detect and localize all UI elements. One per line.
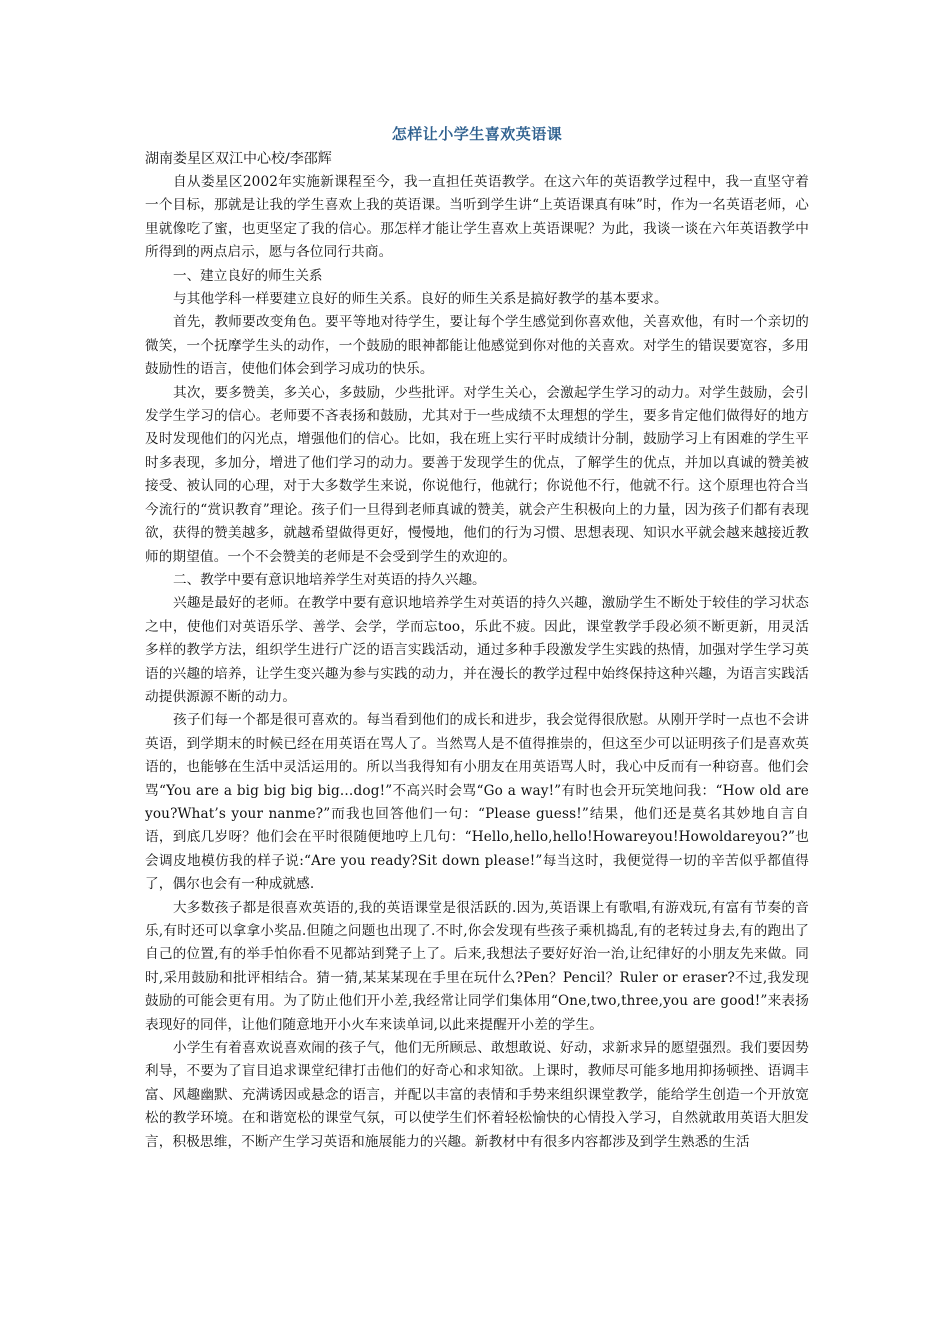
paragraph-relationship: 与其他学科一样要建立良好的师生关系。良好的师生关系是搞好教学的基本要求。 — [173, 291, 668, 308]
section-heading-2: 二、教学中要有意识地培养学生对英语的持久兴趣。 — [173, 571, 486, 588]
paragraph-second: 其次，要多赞美，多关心，多鼓励，少些批评。对学生关心，会激起学生学习的动力。对学生鼓励，会引发学生学习的信心。老师要不吝表扬和鼓励，尤其对于一些成绩不太理想的学生，要多肯定他们做得好的地方及时发现他们的闪光点，增强他们的信心。比如，我在班上实行平时成绩计分制，鼓励学习上有困难的学生平时多表现，多加分，增进了他们学习的动力。要善于发现学生的优点，了解学生的优点，并加以真诚的赞美被接受、被认同的心理，对于大多数学生来说，你说他行，他就行；你说他不行，他就不行。这个原理也符合当今流行的“赏识教育”理论。孩子们一旦得到老师真诚的赞美，就会产生积极向上的力量，因为孩子们都有表现欲，获得的赞美越多，就越希望做得更好，慢慢地，他们的行为习惯、思想表现、知识水平就会越来越接近教师的期望值。一个不会赞美的老师是不会受到学生的欢迎的。 — [145, 384, 809, 565]
paragraph-interest: 兴趣是最好的老师。在教学中要有意识地培养学生对英语的持久兴趣，激励学生不断处于较佳的学习状态之中，使他们对英语乐学、善学、会学，学而忘too，乐此不疲。因此，课堂教学手段必须不断更新，用灵活多样的教学方法，组织学生进行广泛的语言实践活动，通过多种手段激发学生实践的热情，加强对学生学习英语的兴趣的培养，让学生变兴趣为参与实践的动力，并在漫长的教学过程中始终保持这种兴趣，为语言实践活动提供源源不断的动力。 — [145, 595, 809, 705]
document-page — [145, 122, 809, 1154]
paragraph-children: 孩子们每一个都是很可喜欢的。每当看到他们的成长和进步，我会觉得很欣慰。从刚开学时一点也不会讲英语，到学期末的时候已经在用英语在骂人了。当然骂人是不值得推崇的，但这至少可以证明孩子们是喜欢英语的，也能够在生活中灵活运用的。所以当我得知有小朋友在用英语骂人时，我心中反而有一种窃喜。他们会骂“You are a big big big big…dog!”不高兴时会骂“Go a way!”有时也会开玩笑地问我：“How old are you?What’s your nanme?”而我也回答他们一句：“Please guess!”结果，他们还是莫名其妙地自言自语，到底几岁呀？他们会在平时很随便地哼上几句：“Hello,hello,hello!Howareyou!Howoldareyou?”也会调皮地模仿我的样子说:“Are you ready?Sit down please!”每当这时，我便觉得一切的辛苦似乎都值得了，偶尔也会有一种成就感. — [145, 712, 809, 893]
document-author: 湖南娄星区双江中心校/李邵辉 — [145, 151, 332, 167]
section-heading-1: 一、建立良好的师生关系 — [173, 267, 323, 284]
paragraph-first: 首先，教师要改变角色。要平等地对待学生，要让每个学生感觉到你喜欢他，关喜欢他，有时一个亲切的微笑，一个抚摩学生头的动作，一个鼓励的眼神都能让他感觉到你对他的关喜欢。对学生的错误要宽容，多用鼓励性的语言，使他们体会到学习成功的快乐。 — [145, 314, 809, 378]
paragraph-intro: 自从娄星区2002年实施新课程至今，我一直担任英语教学。在这六年的英语教学过程中，我一直坚守着一个目标，那就是让我的学生喜欢上我的英语课。当听到学生讲“上英语课真有味”时，作为一名英语老师，心里就像吃了蜜，也更坚定了我的信心。那怎样才能让学生喜欢上英语课呢？为此，我谈一谈在六年英语教学中所得到的两点启示，愿与各位同行共商。 — [145, 174, 809, 261]
paragraph-pupils: 小学生有着喜欢说喜欢闹的孩子气，他们无所顾忌、敢想敢说、好动，求新求异的愿望强烈。我们要因势利导，不要为了盲目追求课堂纪律打击他们的好奇心和求知欲。上课时，教师尽可能多地用抑扬顿挫、语调丰富、风趣幽默、充满诱因或悬念的语言，并配以丰富的表情和手势来组织课堂教学，能给学生创造一个开放宽松的教学环境。在和谐宽松的课堂气氛，可以使学生们怀着轻松愉快的心情投入学习，自然就敢用英语大胆发言，积极思维，不断产生学习英语和施展能力的兴趣。新教材中有很多内容都涉及到学生熟悉的生活 — [145, 1040, 809, 1150]
document-title: 怎样让小学生喜欢英语课 — [391, 125, 563, 143]
paragraph-classroom: 大多数孩子都是很喜欢英语的,我的英语课堂是很活跃的.因为,英语课上有歌唱,有游戏玩,有富有节奏的音乐,有时还可以拿拿小奖品.但随之问题也出现了.不时,你会发现有些孩子乘机捣乱,有的老转过身去,有的跑出了自己的位置,有的举手怕你看不见都站到凳子上了。后来,我想法子要好好治一治,让纪律好的小朋友先来做。同时,采用鼓励和批评相结合。猜一猜,某某某现在手里在玩什么?Pen？Pencil？Ruler or eraser?不过,我发现鼓励的可能会更有用。为了防止他们开小差,我经常让同学们集体用“One,two,three,you are good!”来表扬表现好的同伴，让他们随意地开小火车来读单词,以此来提醒开小差的学生。 — [145, 899, 809, 1033]
